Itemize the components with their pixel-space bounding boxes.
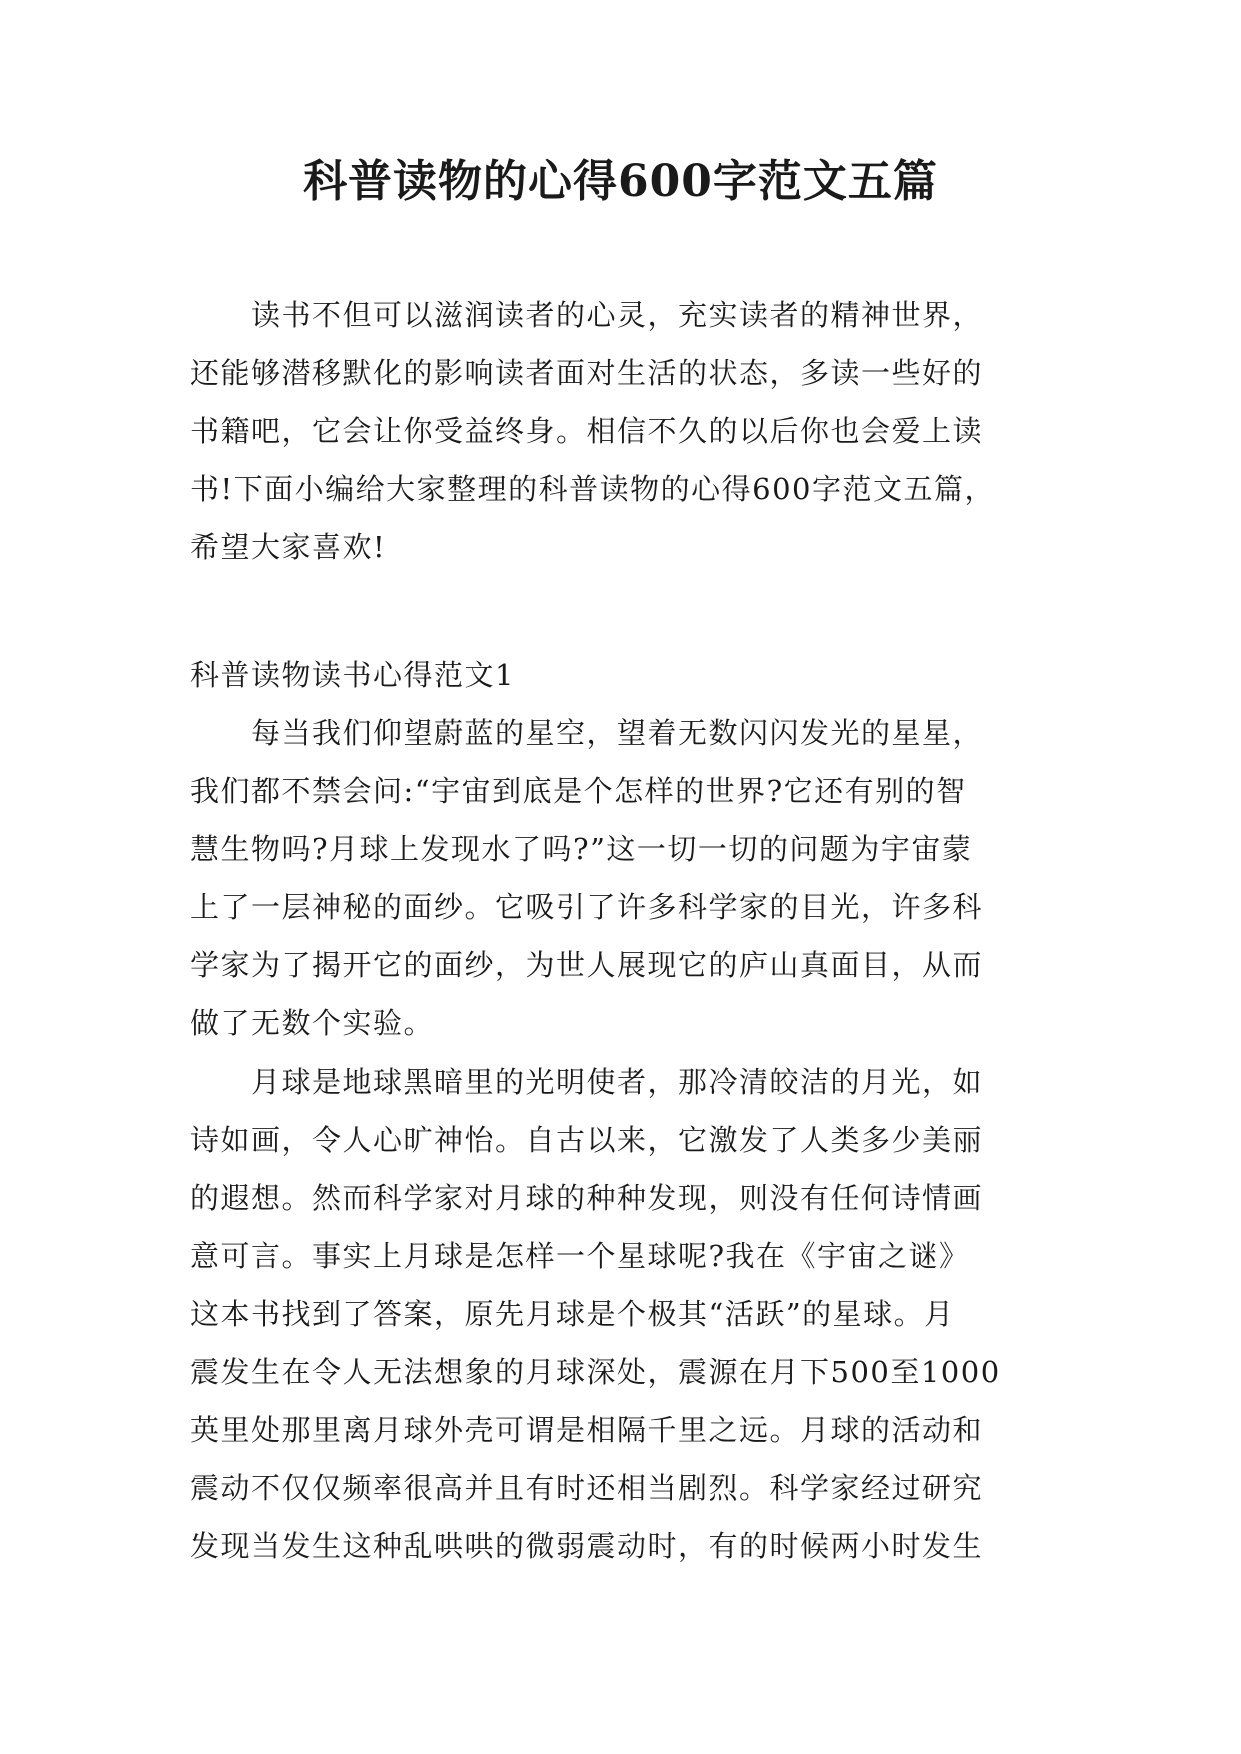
text-line: 我们都不禁会问:“宇宙到底是个怎样的世界?它还有别的智 <box>190 774 967 808</box>
text-line: 意可言。事实上月球是怎样一个星球呢?我在《宇宙之谜》 <box>190 1239 970 1273</box>
intro-paragraph <box>190 286 1070 576</box>
text-line: 震发生在令人无法想象的月球深处，震源在月下500至1000 <box>190 1355 1001 1389</box>
document-title: 科普读物的心得600字范文五篇 <box>303 156 938 207</box>
section-heading-text: 科普读物读书心得范文1 <box>190 658 515 692</box>
body-paragraph-1 <box>190 704 1070 1052</box>
text-line: 慧生物吗?月球上发现水了吗?”这一切一切的问题为宇宙蒙 <box>190 832 973 866</box>
text-line: 还能够潜移默化的影响读者面对生活的状态，多读一些好的 <box>190 356 984 390</box>
text-line: 英里处那里离月球外壳可谓是相隔千里之远。月球的活动和 <box>190 1413 984 1447</box>
text-line: 学家为了揭开它的面纱，为世人展现它的庐山真面目，从而 <box>190 948 984 982</box>
text-line: 震动不仅仅频率很高并且有时还相当剧烈。科学家经过研究 <box>190 1471 984 1505</box>
section-heading <box>190 646 1070 704</box>
text-line: 书籍吧，它会让你受益终身。相信不久的以后你也会爱上读 <box>190 414 984 448</box>
body-paragraph-2 <box>190 1053 1070 1575</box>
text-line: 希望大家喜欢! <box>190 530 387 564</box>
text-line: 这本书找到了答案，原先月球是个极其“活跃”的星球。月 <box>190 1297 955 1331</box>
text-line: 发现当发生这种乱哄哄的微弱震动时，有的时候两小时发生 <box>190 1529 984 1563</box>
text-line: 书!下面小编给大家整理的科普读物的心得600字范文五篇， <box>190 472 996 506</box>
text-line: 月球是地球黑暗里的光明使者，那冷清皎洁的月光，如 <box>190 1065 984 1099</box>
text-line: 上了一层神秘的面纱。它吸引了许多科学家的目光，许多科 <box>190 890 984 924</box>
text-line: 的遐想。然而科学家对月球的种种发现，则没有任何诗情画 <box>190 1181 984 1215</box>
text-line: 做了无数个实验。 <box>190 1006 435 1040</box>
text-line: 读书不但可以滋润读者的心灵，充实读者的精神世界， <box>190 298 984 332</box>
text-line: 每当我们仰望蔚蓝的星空，望着无数闪闪发光的星星， <box>190 716 984 750</box>
text-line: 诗如画，令人心旷神怡。自古以来，它激发了人类多少美丽 <box>190 1123 984 1157</box>
